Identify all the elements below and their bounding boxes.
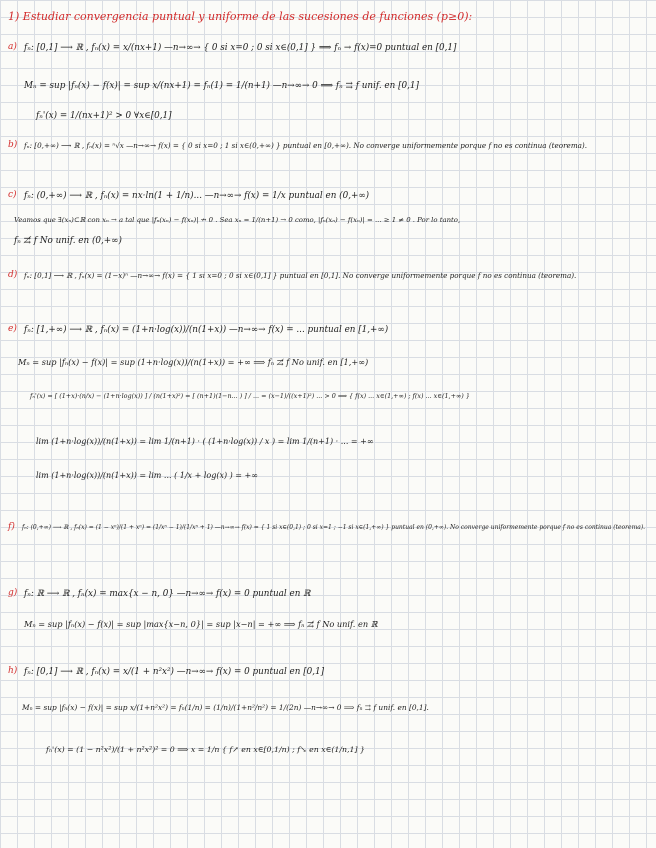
section-c: [8, 190, 17, 200]
section-d-label: d): [8, 270, 18, 280]
section-h-line-1: fₙ: [0,1] ⟶ ℝ , fₙ(x) = x/(1 + n²x²) —n→∞→ f(x) = 0 puntual en [0,1]: [24, 667, 325, 677]
section-c-line-1: fₙ: (0,+∞) ⟶ ℝ , fₙ(x) = nx·ln(1 + 1/n)... —n→∞→ f(x) = 1/x puntual en (0,+∞): [24, 191, 370, 201]
section-a-line-3: fₙ'(x) = 1/(nx+1)² > 0 ∀x∈[0,1]: [36, 111, 172, 121]
exercise-heading: 1) Estudiar convergencia puntual y uniforme de las sucesiones de funciones (p≥0):: [8, 10, 473, 23]
section-f-label: f): [8, 522, 15, 532]
section-h-line-3: fₙ'(x) = (1 − n²x²)/(1 + n²x²)² = 0 ⟹ x = 1/n { f↗ en x∈[0,1/n) ; f↘ en x∈(1/n,1] }: [46, 745, 365, 754]
section-c-label: c): [8, 190, 17, 200]
section-h-line-2: Mₙ = sup |fₙ(x) − f(x)| = sup x/(1+n²x²) = fₙ(1/n) = (1/n)/(1+n²/n²) = 1/(2n) —n→∞→ 0 ⟹ fₙ ⇉ f unif. en [0,1].: [22, 703, 429, 712]
section-e-line-3: fₙ'(x) = [ (1+x)·(n/x) − (1+n·log(x)) ] / (n(1+x)²) = [ (n+1)(1−n... ) ] / ... = (x−1)/((x+1)²) ... > 0 ⟹ { f(x) ... x∈(1,+∞) ; f(x) ... x∈(1,+∞) }: [30, 392, 470, 400]
section-e-line-2: Mₙ = sup |fₙ(x) − f(x)| = sup (1+n·log(x))/(n(1+x)) = +∞ ⟹ fₙ ⇉̸ f No unif. en [1,+∞): [18, 357, 369, 367]
section-a: [8, 42, 17, 52]
section-b: [8, 140, 17, 150]
section-e-line-1: fₙ: [1,+∞) ⟶ ℝ , fₙ(x) = (1+n·log(x))/(n(1+x)) —n→∞→ f(x) = ... puntual en [1,+∞): [24, 325, 389, 335]
section-b-line-1: fₙ: [0,+∞) ⟶ ℝ , fₙ(x) = ⁿ√x —n→∞→ f(x) = { 0 si x=0 ; 1 si x∈(0,+∞) } puntual en [0,+∞). No converge uniformemente porque f no es continua (teorema).: [24, 141, 588, 150]
section-f: [8, 522, 15, 532]
section-d: [8, 270, 17, 280]
section-c-line-2: Veamos que ∃(xₙ)⊂ℝ con xₙ → a tal que |fₙ(xₙ) − f(xₙ)| ↛ 0 . Sea xₙ = 1/(n+1) → 0 como, |fₙ(xₙ) − f(xₙ)| = ... ≥ 1 ≠ 0 . Por lo tanto,: [14, 216, 461, 224]
section-e-line-5: lim (1+n·log(x))/(n(1+x)) = lim ... ( 1/x + log(x) ) = +∞: [36, 471, 258, 480]
section-g: [8, 588, 17, 598]
section-g-label: g): [8, 588, 18, 598]
section-d-line-1: fₙ: [0,1] ⟶ ℝ , fₙ(x) = (1−x)ⁿ —n→∞→ f(x) = { 1 si x=0 ; 0 si x∈(0,1] } puntual en [0,1]. No converge uniformemente porque f no es continua (teorema).: [24, 271, 577, 280]
section-h-label: h): [8, 666, 18, 676]
section-g-line-2: Mₙ = sup |fₙ(x) − f(x)| = sup |max{x−n, 0}| = sup |x−n| = +∞ ⟹ fₙ ⇉̸ f No unif. en ℝ: [24, 619, 378, 629]
section-f-line-1: fₙ: (0,+∞) ⟶ ℝ , fₙ(x) = (1 − xⁿ)/(1 + xⁿ) = (1/xⁿ − 1)/(1/xⁿ + 1) —n→∞→ f(x) = { 1 si x∈(0,1) ; 0 si x=1 ; −1 si x∈(1,+∞) } puntual en (0,+∞). No converge uniformemente porque f no es continua (teorema).: [22, 524, 646, 531]
section-e-label: e): [8, 324, 17, 334]
section-a-line-1: fₙ: [0,1] ⟶ ℝ , fₙ(x) = x/(nx+1) —n→∞→ { 0 si x=0 ; 0 si x∈(0,1] } ⟹ fₙ → f(x)=0 puntual en [0,1]: [24, 43, 457, 53]
section-a-line-2: Mₙ = sup |fₙ(x) − f(x)| = sup x/(nx+1) = fₙ(1) = 1/(n+1) —n→∞→ 0 ⟹ fₙ ⇉ f unif. en [0,1]: [24, 81, 419, 91]
section-a-label: a): [8, 42, 17, 52]
section-h: [8, 666, 17, 676]
section-c-line-3: fₙ ⇉̸ f No unif. en (0,+∞): [14, 236, 122, 246]
section-e-line-4: lim (1+n·log(x))/(n(1+x)) = lim 1/(n+1) · ( (1+n·log(x)) / x ) = lim 1/(n+1) · ... = +∞: [36, 437, 374, 446]
section-b-label: b): [8, 140, 18, 150]
section-e: [8, 324, 17, 334]
section-g-line-1: fₙ: ℝ ⟶ ℝ , fₙ(x) = max{x − n, 0} —n→∞→ f(x) = 0 puntual en ℝ: [24, 589, 311, 599]
